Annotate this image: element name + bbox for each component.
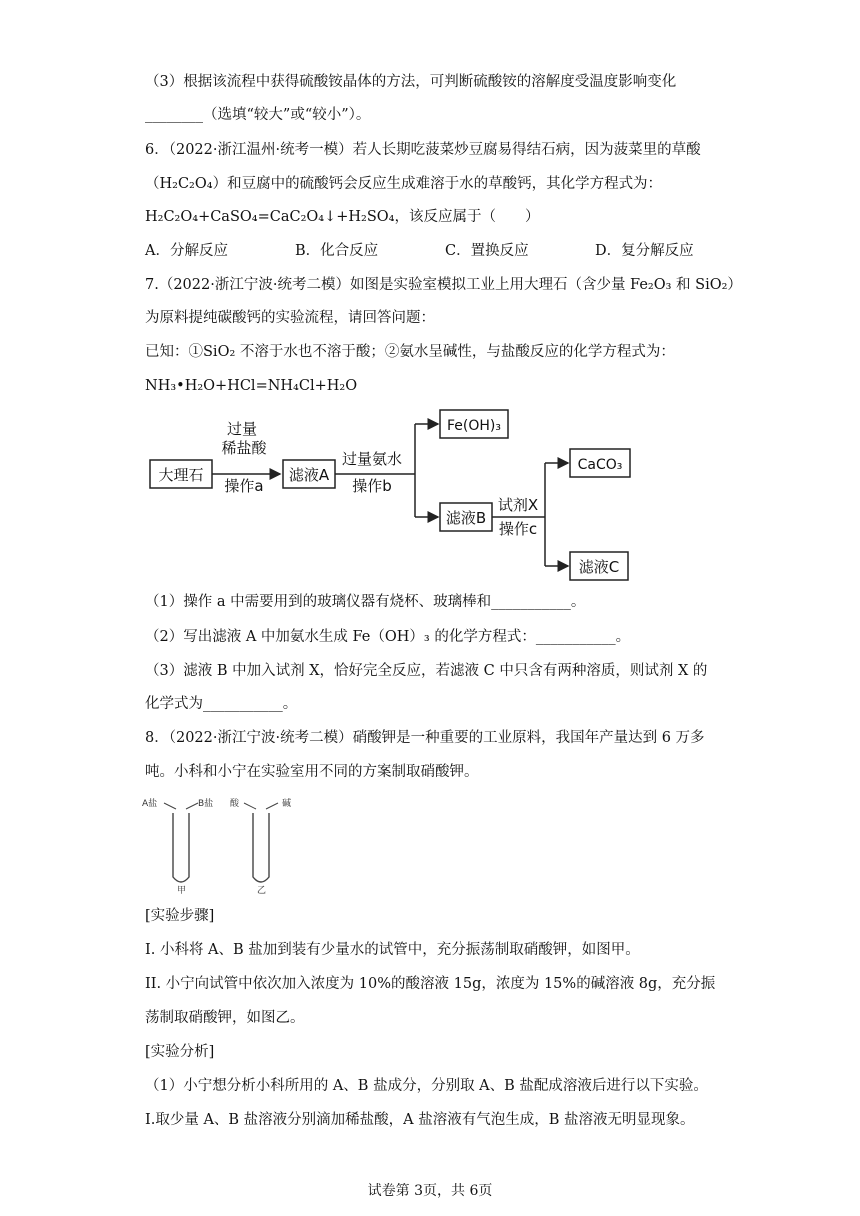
q7-part3-line2: 化学式为___________。 (145, 696, 298, 712)
q7-line2: 为原料提纯碳酸钙的实验流程，请回答问题： (145, 310, 435, 326)
q5-part3-line1: （3）根据该流程中获得硫酸铵晶体的方法，可判断硫酸铵的溶解度受温度影响变化 (145, 74, 677, 90)
q6-line1: 6．（2022·浙江温州·统考一模）若人长期吃菠菜炒豆腐易得结石病，因为菠菜里的草酸 (145, 142, 701, 158)
tube-yi-label: 乙 (257, 886, 267, 895)
step-a-reagent-top: 过量 (226, 420, 258, 438)
experiment-steps-heading: [实验步骤] (145, 908, 215, 924)
q6-option-d: D．复分解反应 (595, 243, 694, 259)
q7-known: 已知：①SiO₂ 不溶于水也不溶于酸；②氨水呈碱性，与盐酸反应的化学方程式为： (145, 344, 675, 360)
step-b-reagent: 过量氨水 (341, 450, 403, 468)
q8-line2: 吨。小科和小宁在实验室用不同的方案制取硝酸钾。 (145, 764, 479, 780)
q7-line1: 7.（2022·浙江宁波·统考二模）如图是实验室模拟工业上用大理石（含少量 Fe₂O₃ 和 SiO₂） (145, 277, 742, 293)
q7-part3-line1: （3）滤液 B 中加入试剂 X，恰好完全反应，若滤液 C 中只含有两种溶质，则试剂 X 的 (145, 663, 708, 679)
q6-option-c: C．置换反应 (445, 243, 529, 259)
page-footer: 试卷第 3页，共 6页 (367, 1183, 493, 1199)
step-2-line1: II. 小宁向试管中依次加入浓度为 10%的酸溶液 15g，浓度为 15%的碱溶液 8g，充分振 (145, 976, 716, 992)
filtrate-c-label: 滤液C (578, 558, 620, 576)
q8-line1: 8．（2022·浙江宁波·统考二模）硝酸钾是一种重要的工业原料，我国年产量达到 6 万多 (145, 730, 705, 746)
q7-equation: NH₃•H₂O+HCl=NH₄Cl+H₂O (145, 378, 358, 394)
step-b-operation: 操作b (352, 477, 392, 495)
q7-part1: （1）操作 a 中需要用到的玻璃仪器有烧杯、玻璃棒和___________。 (145, 594, 586, 610)
experiment-analysis-heading: [实验分析] (145, 1044, 215, 1060)
tube-jia (173, 813, 189, 882)
q5-part3-line2: ________（选填“较大”或“较小”）。 (145, 107, 371, 123)
step-2-line2: 荡制取硝酸钾，如图乙。 (145, 1010, 305, 1026)
filtrate-a-label: 滤液A (288, 466, 330, 484)
filtrate-b-label: 滤液B (445, 509, 487, 527)
q6-option-b: B．化合反应 (295, 243, 379, 259)
q7-part2: （2）写出滤液 A 中加氨水生成 Fe（OH）₃ 的化学方程式：___________。 (145, 629, 631, 645)
q6-line2: （H₂C₂O₄）和豆腐中的硫酸钙会反应生成难溶于水的草酸钙，其化学方程式为： (145, 176, 663, 192)
step-a-reagent: 稀盐酸 (221, 439, 267, 457)
process-flow-diagram (140, 405, 660, 585)
precipitate-label: Fe(OH)₃ (447, 418, 501, 434)
tube-yi-base: 碱 (282, 799, 292, 809)
tube-jia-label: 甲 (177, 886, 187, 895)
step-a-operation: 操作a (224, 477, 264, 495)
analysis-part1: （1）小宁想分析小科所用的 A、B 盐成分，分别取 A、B 盐配成溶液后进行以下实验。 (145, 1078, 708, 1094)
product-label: CaCO₃ (577, 457, 623, 473)
step-c-reagent: 试剂X (497, 496, 539, 514)
tube-jia-salt-a: A盐 (142, 799, 158, 809)
analysis-step-1: I.取少量 A、B 盐溶液分别滴加稀盐酸，A 盐溶液有气泡生成，B 盐溶液无明显现象。 (145, 1112, 695, 1128)
q6-option-a: A．分解反应 (145, 243, 228, 259)
marble-label: 大理石 (158, 466, 204, 484)
tube-jia-salt-b: B盐 (198, 799, 214, 809)
step-1: I. 小科将 A、B 盐加到装有少量水的试管中，充分振荡制取硝酸钾，如图甲。 (145, 942, 640, 958)
tube-yi (253, 813, 269, 882)
step-c-operation: 操作c (498, 520, 538, 538)
q6-line3: H₂C₂O₄+CaSO₄=CaC₂O₄↓+H₂SO₄，该反应属于（ ） (145, 209, 540, 225)
tube-yi-acid: 酸 (230, 799, 240, 809)
test-tubes-figure (140, 795, 330, 895)
